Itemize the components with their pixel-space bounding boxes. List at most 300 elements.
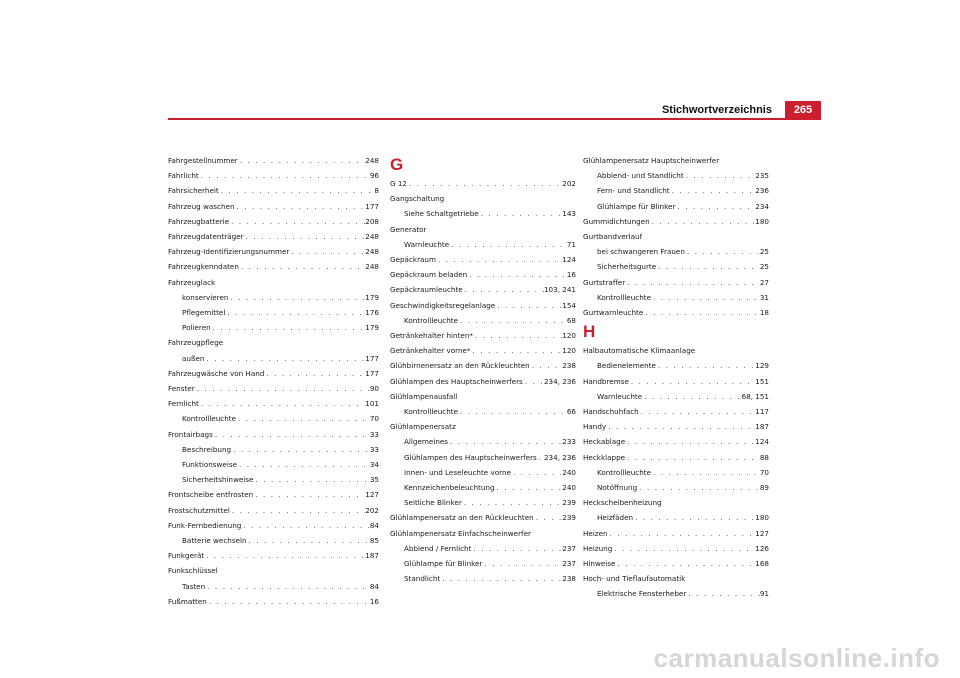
index-term: Heizung xyxy=(583,543,613,553)
leader-dots xyxy=(537,450,544,465)
leader-dots xyxy=(473,328,562,343)
index-entry xyxy=(583,305,769,320)
index-subentry xyxy=(583,290,769,305)
index-subterm: Abblend / Fernlicht xyxy=(404,543,472,553)
index-subentry xyxy=(390,450,576,465)
index-page-ref: 127 xyxy=(365,490,379,500)
index-term: Glühlampenausfall xyxy=(390,391,458,401)
index-page-ref: 120 xyxy=(562,346,576,356)
index-subentry xyxy=(168,320,379,335)
index-entry xyxy=(390,526,576,587)
leader-dots xyxy=(205,579,370,594)
index-page-ref: 33 xyxy=(369,429,379,439)
leader-dots xyxy=(237,457,370,472)
index-page-ref: 233 xyxy=(562,437,576,447)
index-entry xyxy=(583,419,769,434)
index-page-ref: 31 xyxy=(759,292,769,302)
watermark: carmanualsonline.info xyxy=(653,643,940,673)
index-page-ref: 236 xyxy=(755,186,769,196)
leader-dots xyxy=(650,214,756,229)
index-subterm: Allgemeines xyxy=(404,437,449,447)
index-entry xyxy=(168,518,379,548)
leader-dots xyxy=(642,389,741,404)
index-term: Fahrlicht xyxy=(168,171,199,181)
index-entry xyxy=(168,335,379,365)
leader-dots xyxy=(225,305,365,320)
index-term: Fenster xyxy=(168,384,195,394)
index-page-ref: 35 xyxy=(369,475,379,485)
index-subentry xyxy=(390,465,576,480)
header-rule xyxy=(168,118,821,120)
index-subentry xyxy=(168,290,379,305)
index-entry xyxy=(390,298,576,328)
index-subterm: Kontrollleuchte xyxy=(404,315,459,325)
index-term: G 12 xyxy=(390,179,408,188)
leader-dots xyxy=(289,244,365,259)
index-term: Frontairbags xyxy=(168,429,213,439)
index-subentry xyxy=(390,434,576,449)
index-term: Gepäckraum beladen xyxy=(390,270,468,280)
index-entry xyxy=(168,381,379,396)
index-entry xyxy=(583,434,769,449)
index-term: Halbautomatische Klimaanlage xyxy=(583,346,696,356)
index-subterm: Kennzeichenbeleuchtung xyxy=(404,483,495,493)
index-term: Getränkehalter hinten* xyxy=(390,331,473,341)
index-term: Heckscheibenheizung xyxy=(583,498,662,508)
index-page-ref: 168 xyxy=(755,559,769,569)
index-subentry xyxy=(583,259,769,274)
index-page-ref: 154 xyxy=(562,300,576,310)
index-page-ref: 16 xyxy=(566,270,576,280)
index-term: Fahrzeugbatterie xyxy=(168,216,230,226)
index-subterm: außen xyxy=(182,353,205,363)
index-subentry xyxy=(168,351,379,366)
index-page-ref: 237 xyxy=(562,543,576,553)
index-term: Gurtbandverlauf xyxy=(583,232,643,242)
index-term: Heckablage xyxy=(583,437,626,447)
leader-dots xyxy=(495,480,563,495)
leader-dots xyxy=(195,381,370,396)
leader-dots xyxy=(230,503,365,518)
index-page-ref: 179 xyxy=(365,323,379,333)
index-page-ref: 248 xyxy=(365,262,379,272)
index-subterm: Heizfäden xyxy=(597,513,634,523)
index-entry xyxy=(390,328,576,343)
index-term: Gurtwarnleuchte xyxy=(583,308,644,318)
leader-dots xyxy=(204,548,365,563)
leader-dots xyxy=(448,434,562,449)
leader-dots xyxy=(467,267,567,282)
index-term: Handy xyxy=(583,422,607,432)
index-page-ref: 180 xyxy=(755,216,769,226)
index-term: Fahrzeug-Identifizierungsnummer xyxy=(168,247,290,257)
leader-dots xyxy=(247,533,370,548)
index-entry xyxy=(168,275,379,336)
index-entry xyxy=(168,487,379,502)
index-entry xyxy=(168,244,379,259)
index-page-ref: 27 xyxy=(759,277,769,287)
index-page-ref: 70 xyxy=(369,414,379,424)
leader-dots xyxy=(264,366,365,381)
index-term: Handbremse xyxy=(583,376,629,386)
leader-dots xyxy=(534,510,563,525)
index-term: Glühlampenersatz Einfachscheinwerfer xyxy=(390,528,531,538)
leader-dots xyxy=(684,168,756,183)
leader-dots xyxy=(643,305,760,320)
index-term: Gummidichtungen xyxy=(583,216,650,226)
index-page-ref: 25 xyxy=(759,247,769,257)
index-page-ref: 208 xyxy=(365,216,379,226)
index-entry xyxy=(168,548,379,563)
index-term: Glühlampen des Hauptscheinwerfers xyxy=(390,376,523,386)
index-subentry xyxy=(390,313,576,328)
index-page-ref: 124 xyxy=(755,437,769,447)
index-entry xyxy=(168,183,379,198)
leader-dots xyxy=(651,290,760,305)
index-subterm: Standlicht xyxy=(404,574,441,584)
index-page-ref: 248 xyxy=(365,156,379,165)
index-page-ref: 237 xyxy=(562,559,576,569)
index-entry xyxy=(168,153,379,168)
index-term: Glühlampenersatz xyxy=(390,422,456,432)
index-subterm: Glühlampe für Blinker xyxy=(597,201,676,211)
index-page-ref: 25 xyxy=(759,262,769,272)
index-page-ref: 179 xyxy=(365,292,379,302)
index-page-ref: 84 xyxy=(369,520,379,530)
index-subentry xyxy=(168,442,379,457)
leader-dots xyxy=(253,472,369,487)
index-entry xyxy=(583,526,769,541)
index-page-ref: 34 xyxy=(369,460,379,470)
leader-dots xyxy=(606,419,755,434)
index-page-ref: 103, 241 xyxy=(543,285,576,295)
leader-dots xyxy=(615,556,755,571)
index-entry xyxy=(168,563,379,593)
index-subentry xyxy=(390,206,576,221)
index-subentry xyxy=(583,183,769,198)
index-subentry xyxy=(168,411,379,426)
index-page-ref: 176 xyxy=(365,308,379,318)
index-entry xyxy=(583,275,769,305)
leader-dots xyxy=(471,343,563,358)
index-subterm: Kontrollleuchte xyxy=(597,292,652,302)
leader-dots xyxy=(523,374,544,389)
index-subentry xyxy=(583,510,769,525)
index-subterm: Beschreibung xyxy=(182,444,232,454)
leader-dots xyxy=(495,298,562,313)
index-page-ref: 238 xyxy=(562,574,576,584)
index-term: Fahrzeugkenndaten xyxy=(168,262,239,272)
index-subentry xyxy=(390,571,576,586)
leader-dots xyxy=(449,237,567,252)
leader-dots xyxy=(530,358,563,373)
index-term: Glühbirnenersatz an den Rückleuchten xyxy=(390,361,530,371)
index-entry xyxy=(168,168,379,183)
index-entry xyxy=(583,556,769,571)
index-page-ref: 240 xyxy=(562,467,576,477)
index-entry xyxy=(390,176,576,191)
index-page-ref: 248 xyxy=(365,247,379,257)
leader-dots xyxy=(440,571,562,586)
leader-dots xyxy=(651,465,760,480)
index-entry xyxy=(168,594,379,609)
index-page-ref: 8 xyxy=(374,186,379,196)
leader-dots xyxy=(211,320,366,335)
index-subterm: Warnleuchte xyxy=(597,391,643,401)
index-subterm: Siehe Schaltgetriebe xyxy=(404,209,479,219)
index-subterm: Seitliche Blinker xyxy=(404,498,462,508)
leader-dots xyxy=(463,282,544,297)
index-subentry xyxy=(583,389,769,404)
index-entry xyxy=(390,389,576,419)
leader-dots xyxy=(479,206,563,221)
index-entry xyxy=(583,571,769,601)
index-entry xyxy=(583,229,769,275)
index-term: Fahrzeuglack xyxy=(168,277,216,287)
index-subentry xyxy=(583,244,769,259)
leader-dots xyxy=(670,183,756,198)
index-entry xyxy=(168,259,379,274)
index-term: Gangschaltung xyxy=(390,194,445,204)
index-term: Heckklappe xyxy=(583,452,626,462)
index-page-ref: 70 xyxy=(759,467,769,477)
index-column-1 xyxy=(168,153,379,609)
index-page-ref: 84 xyxy=(369,581,379,591)
index-subentry xyxy=(583,465,769,480)
index-page-ref: 120 xyxy=(562,331,576,341)
index-term: Geschwindigkeitsregelanlage xyxy=(390,300,496,310)
index-entry xyxy=(390,282,576,297)
index-entry xyxy=(168,396,379,426)
leader-dots xyxy=(458,404,567,419)
index-subterm: Elektrische Fensterheber xyxy=(597,589,687,599)
index-page-ref: 234 xyxy=(755,201,769,211)
index-page-ref: 90 xyxy=(369,384,379,394)
index-page-ref: 88 xyxy=(759,452,769,462)
index-subentry xyxy=(390,541,576,556)
index-term: Fahrzeug waschen xyxy=(168,201,235,211)
index-column-2 xyxy=(390,153,576,586)
index-page-ref: 187 xyxy=(365,551,379,561)
leader-dots xyxy=(458,313,567,328)
leader-dots xyxy=(241,518,369,533)
index-subterm: Notöffnung xyxy=(597,483,638,493)
index-subterm: Sicherheitsgurte xyxy=(597,262,657,272)
index-subentry xyxy=(583,199,769,214)
leader-dots xyxy=(625,434,755,449)
index-page-ref: 234, 236 xyxy=(543,376,576,386)
index-page-ref: 248 xyxy=(365,232,379,242)
leader-dots xyxy=(656,259,760,274)
index-term: Funkschlüssel xyxy=(168,566,218,576)
index-entry xyxy=(583,495,769,525)
index-subterm: Kontrollleuchte xyxy=(404,407,459,417)
index-page-ref: 151 xyxy=(755,376,769,386)
index-term: Fahrzeugpflege xyxy=(168,338,224,348)
index-page-ref: 91 xyxy=(759,589,769,599)
leader-dots xyxy=(213,427,370,442)
index-entry xyxy=(390,222,576,252)
index-page-ref: 68, 151 xyxy=(741,391,769,401)
index-subterm: Kontrollleuchte xyxy=(597,467,652,477)
index-page-ref: 89 xyxy=(759,483,769,493)
index-subterm: Funktionsweise xyxy=(182,460,237,470)
index-page-ref: 71 xyxy=(566,239,576,249)
leader-dots xyxy=(239,259,365,274)
index-page-ref: 129 xyxy=(755,361,769,371)
leader-dots xyxy=(228,290,365,305)
index-entry xyxy=(168,366,379,381)
index-entry xyxy=(583,541,769,556)
leader-dots xyxy=(685,244,760,259)
index-page-ref: 143 xyxy=(562,209,576,219)
index-subentry xyxy=(390,556,576,571)
index-page-ref: 96 xyxy=(369,171,379,181)
index-subterm: Batterie wechseln xyxy=(182,536,247,546)
index-subterm: Pflegemittel xyxy=(182,308,226,318)
index-term: Hoch- und Tieflaufautomatik xyxy=(583,574,686,584)
page-title: Stichwortverzeichnis xyxy=(661,104,772,116)
leader-dots xyxy=(207,594,370,609)
index-subentry xyxy=(390,495,576,510)
leader-dots xyxy=(199,396,365,411)
index-entry xyxy=(390,419,576,510)
index-subterm: Glühlampe für Blinker xyxy=(404,559,483,569)
index-subterm: Innen- und Leseleuchte vorne xyxy=(404,467,511,477)
leader-dots xyxy=(637,480,760,495)
index-entry xyxy=(583,153,769,214)
index-page-ref: 18 xyxy=(759,308,769,318)
index-entry xyxy=(168,503,379,518)
index-page-ref: 68 xyxy=(566,315,576,325)
index-subterm: Polieren xyxy=(182,323,211,333)
page-number-badge: 265 xyxy=(785,101,821,118)
index-subterm: bei schwangeren Frauen xyxy=(597,247,685,257)
leader-dots xyxy=(229,214,365,229)
index-subentry xyxy=(168,305,379,320)
index-page-ref: 235 xyxy=(755,171,769,181)
index-term: Hinweise xyxy=(583,559,616,569)
leader-dots xyxy=(625,450,760,465)
index-entry xyxy=(168,199,379,214)
leader-dots xyxy=(686,586,760,601)
leader-dots xyxy=(244,229,366,244)
leader-dots xyxy=(675,199,755,214)
index-term: Handschuhfach xyxy=(583,407,639,417)
index-subterm: Abblend- und Standlicht xyxy=(597,171,684,181)
index-term: Getränkehalter vorne* xyxy=(390,346,471,356)
index-term: Funkgerät xyxy=(168,551,205,561)
index-entry xyxy=(390,252,576,267)
index-page-ref: 177 xyxy=(365,353,379,363)
index-subterm: Kontrollleuchte xyxy=(182,414,237,424)
index-subentry xyxy=(168,533,379,548)
index-page-ref: 85 xyxy=(369,536,379,546)
index-entry xyxy=(390,374,576,389)
index-subentry xyxy=(583,168,769,183)
index-entry xyxy=(390,267,576,282)
index-subterm: Fern- und Standlicht xyxy=(597,186,670,196)
index-term: Gepäckraum xyxy=(390,255,436,265)
index-subterm: konservieren xyxy=(182,292,229,302)
index-page-ref: 124 xyxy=(562,255,576,265)
index-term: Fußmatten xyxy=(168,596,207,606)
leader-dots xyxy=(612,541,755,556)
leader-dots xyxy=(608,526,756,541)
index-subterm: Tasten xyxy=(182,581,206,591)
index-entry xyxy=(583,214,769,229)
section-letter: H xyxy=(583,322,596,342)
index-term: Fahrsicherheit xyxy=(168,186,219,196)
index-subterm: Bedienelemente xyxy=(597,361,656,371)
index-entry xyxy=(390,191,576,221)
index-entry xyxy=(583,343,769,373)
index-page-ref: 239 xyxy=(562,513,576,523)
leader-dots xyxy=(204,351,365,366)
index-column-3 xyxy=(583,153,769,602)
index-page-ref: 202 xyxy=(365,505,379,515)
index-page-ref: 33 xyxy=(369,444,379,454)
leader-dots xyxy=(199,168,370,183)
leader-dots xyxy=(236,411,370,426)
index-entry xyxy=(168,214,379,229)
leader-dots xyxy=(235,199,366,214)
leader-dots xyxy=(625,275,760,290)
index-page-ref: 177 xyxy=(365,201,379,211)
index-subentry xyxy=(390,480,576,495)
leader-dots xyxy=(633,510,755,525)
index-page-ref: 126 xyxy=(755,543,769,553)
leader-dots xyxy=(238,153,366,168)
index-page-ref: 177 xyxy=(365,368,379,378)
index-subentry xyxy=(583,358,769,373)
index-subentry xyxy=(168,457,379,472)
leader-dots xyxy=(511,465,562,480)
leader-dots xyxy=(219,183,375,198)
index-subentry xyxy=(390,237,576,252)
index-term: Glühlampenersatz Hauptscheinwerfer xyxy=(583,156,720,165)
index-entry xyxy=(390,343,576,358)
leader-dots xyxy=(482,556,562,571)
leader-dots xyxy=(471,541,562,556)
index-term: Fahrzeugwäsche von Hand xyxy=(168,368,265,378)
index-subentry xyxy=(390,404,576,419)
index-page-ref: 16 xyxy=(369,596,379,606)
index-subterm: Warnleuchte xyxy=(404,239,450,249)
index-subentry xyxy=(583,480,769,495)
index-term: Fernlicht xyxy=(168,399,199,409)
index-page-ref: 117 xyxy=(755,407,769,417)
index-term: Fahrzeugdatenträger xyxy=(168,232,244,242)
index-page-ref: 239 xyxy=(562,498,576,508)
index-subentry xyxy=(168,472,379,487)
index-page-ref: 180 xyxy=(755,513,769,523)
index-subterm: Sicherheitshinweise xyxy=(182,475,254,485)
index-page-ref: 202 xyxy=(562,179,576,188)
index-term: Frostschutzmittel xyxy=(168,505,230,515)
index-page-ref: 101 xyxy=(365,399,379,409)
index-term: Frontscheibe entfrosten xyxy=(168,490,254,500)
index-entry xyxy=(583,404,769,419)
index-page-ref: 238 xyxy=(562,361,576,371)
leader-dots xyxy=(436,252,562,267)
index-page-ref: 127 xyxy=(755,528,769,538)
index-term: Heizen xyxy=(583,528,608,538)
index-page-ref: 234, 236 xyxy=(543,452,576,462)
index-term: Glühlampenersatz an den Rückleuchten xyxy=(390,513,534,523)
index-entry xyxy=(168,229,379,244)
index-page-ref: 187 xyxy=(755,422,769,432)
